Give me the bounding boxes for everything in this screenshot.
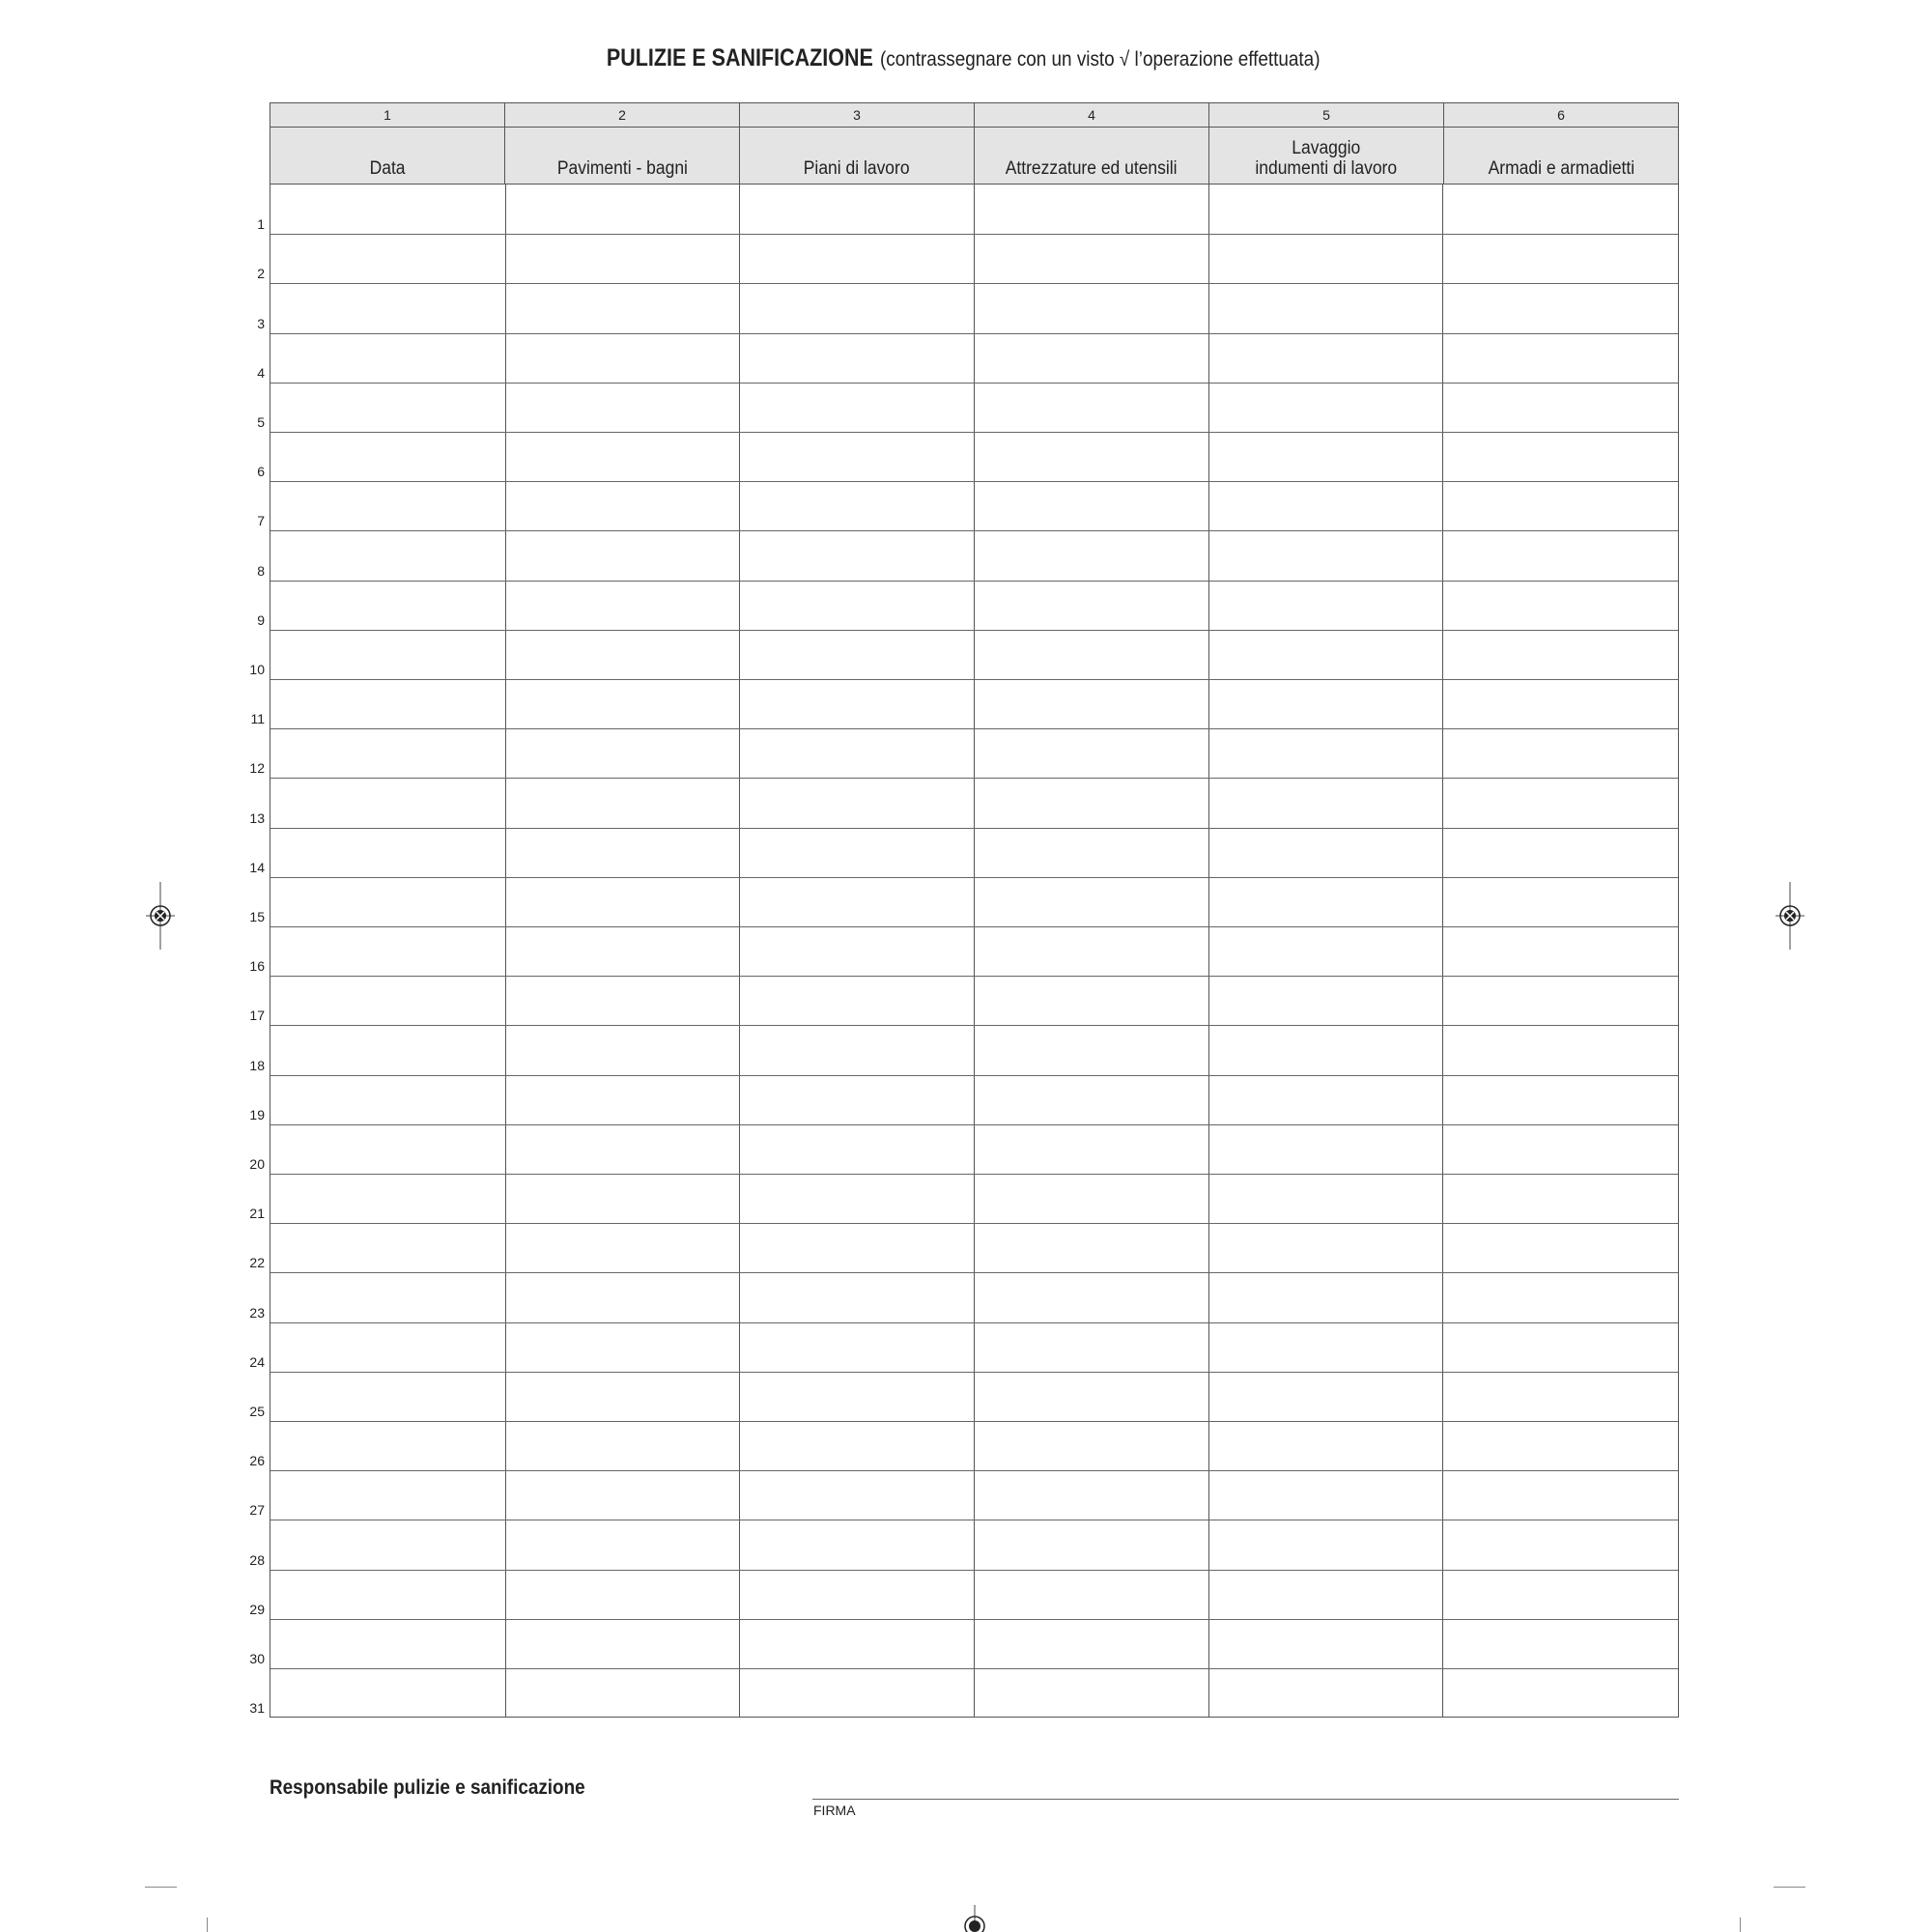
column-header-equipment [975, 128, 1209, 184]
row-number: 15 [249, 909, 265, 924]
column-header-row [270, 128, 1678, 185]
column-number: 4 [975, 103, 1209, 127]
row-number: 4 [257, 364, 265, 381]
row-number: 7 [257, 513, 265, 529]
row-number: 21 [249, 1206, 265, 1222]
row-number: 18 [249, 1057, 265, 1073]
row-divider [270, 481, 1678, 482]
title-main: PULIZIE E SANIFICAZIONE [606, 44, 873, 71]
row-number: 12 [249, 760, 265, 777]
row-divider [270, 1470, 1678, 1471]
row-divider [270, 1124, 1678, 1125]
crop-mark [145, 1887, 177, 1888]
row-divider [270, 1421, 1678, 1422]
row-number: 27 [249, 1502, 265, 1519]
row-divider [270, 1668, 1678, 1669]
crop-mark [207, 1918, 208, 1932]
column-number: 1 [270, 103, 505, 127]
row-number: 26 [249, 1453, 265, 1469]
row-number: 14 [249, 859, 265, 875]
row-number: 11 [250, 711, 265, 727]
column-header-floors-bathrooms [505, 128, 740, 184]
column-header-label: Pavimenti - bagni [556, 158, 688, 179]
row-divider [270, 432, 1678, 433]
row-divider [270, 926, 1678, 927]
crop-mark [1740, 1918, 1741, 1932]
title-subtitle: (contrassegnare con un visto √ l’operazione effettuata) [879, 48, 1321, 71]
row-divider [270, 630, 1678, 631]
column-number: 6 [1557, 107, 1565, 123]
column-number-row [270, 103, 1678, 128]
row-number: 29 [249, 1601, 265, 1617]
row-divider [270, 728, 1678, 729]
row-number: 8 [257, 562, 265, 579]
row-number: 28 [249, 1551, 265, 1568]
row-divider [270, 581, 1678, 582]
row-number: 24 [249, 1353, 265, 1370]
row-number: 10 [249, 662, 265, 677]
row-number: 25 [249, 1404, 265, 1419]
column-number: 5 [1209, 103, 1444, 127]
row-divider [270, 1174, 1678, 1175]
column-header-label: Attrezzature ed utensili [1006, 158, 1178, 179]
row-divider [270, 234, 1678, 235]
row-divider [270, 1619, 1678, 1620]
column-number: 2 [505, 103, 740, 127]
row-number-column [0, 0, 267, 1932]
column-divider [974, 185, 975, 1717]
row-number: 1 [257, 216, 265, 233]
column-header-label: Data [369, 158, 406, 179]
row-number: 6 [257, 464, 265, 480]
row-number: 17 [249, 1008, 265, 1024]
row-number: 9 [257, 611, 265, 628]
row-number: 20 [249, 1156, 265, 1172]
row-divider [270, 1223, 1678, 1224]
row-divider [270, 383, 1678, 384]
row-divider [270, 283, 1678, 284]
cleaning-log-table [270, 102, 1679, 1718]
column-divider [739, 185, 740, 1717]
responsible-label: Responsabile pulizie e sanificazione [270, 1776, 585, 1799]
row-number: 13 [249, 810, 265, 826]
row-number: 19 [249, 1106, 265, 1122]
row-divider [270, 333, 1678, 334]
row-number: 3 [257, 315, 265, 331]
column-header-label: Lavaggio indumenti di lavoro [1255, 138, 1398, 179]
row-divider [270, 530, 1678, 531]
column-header-data [270, 128, 505, 184]
column-number: 3 [740, 103, 975, 127]
row-divider [270, 1272, 1678, 1273]
table-body [270, 185, 1678, 1717]
row-number: 31 [249, 1700, 265, 1717]
row-number: 30 [249, 1651, 265, 1666]
row-divider [270, 828, 1678, 829]
row-divider [270, 1025, 1678, 1026]
row-number: 2 [257, 266, 265, 282]
column-header-label: Armadi e armadietti [1488, 158, 1634, 179]
row-divider [270, 1322, 1678, 1323]
row-divider [270, 877, 1678, 878]
column-header-cabinets [1444, 128, 1678, 184]
row-number: 16 [249, 958, 265, 975]
column-divider [1208, 185, 1209, 1717]
crop-mark [1774, 1887, 1805, 1888]
column-divider [505, 185, 506, 1717]
column-header-work-clothes [1209, 128, 1444, 184]
registration-mark-icon [960, 1905, 989, 1932]
row-divider [270, 1372, 1678, 1373]
row-number: 22 [249, 1255, 265, 1271]
row-divider [270, 976, 1678, 977]
signature-label: FIRMA [813, 1803, 856, 1818]
registration-mark-icon [1776, 882, 1804, 950]
column-divider [1442, 185, 1443, 1717]
row-divider [270, 1075, 1678, 1076]
row-divider [270, 679, 1678, 680]
registration-mark-icon [146, 882, 175, 950]
column-header-work-surfaces [740, 128, 975, 184]
signature-line[interactable] [812, 1799, 1679, 1800]
page-title [0, 43, 1932, 75]
row-number: 23 [249, 1304, 265, 1321]
column-header-label: Piani di lavoro [804, 158, 910, 179]
row-divider [270, 1570, 1678, 1571]
row-divider [270, 778, 1678, 779]
row-number: 5 [257, 414, 265, 430]
